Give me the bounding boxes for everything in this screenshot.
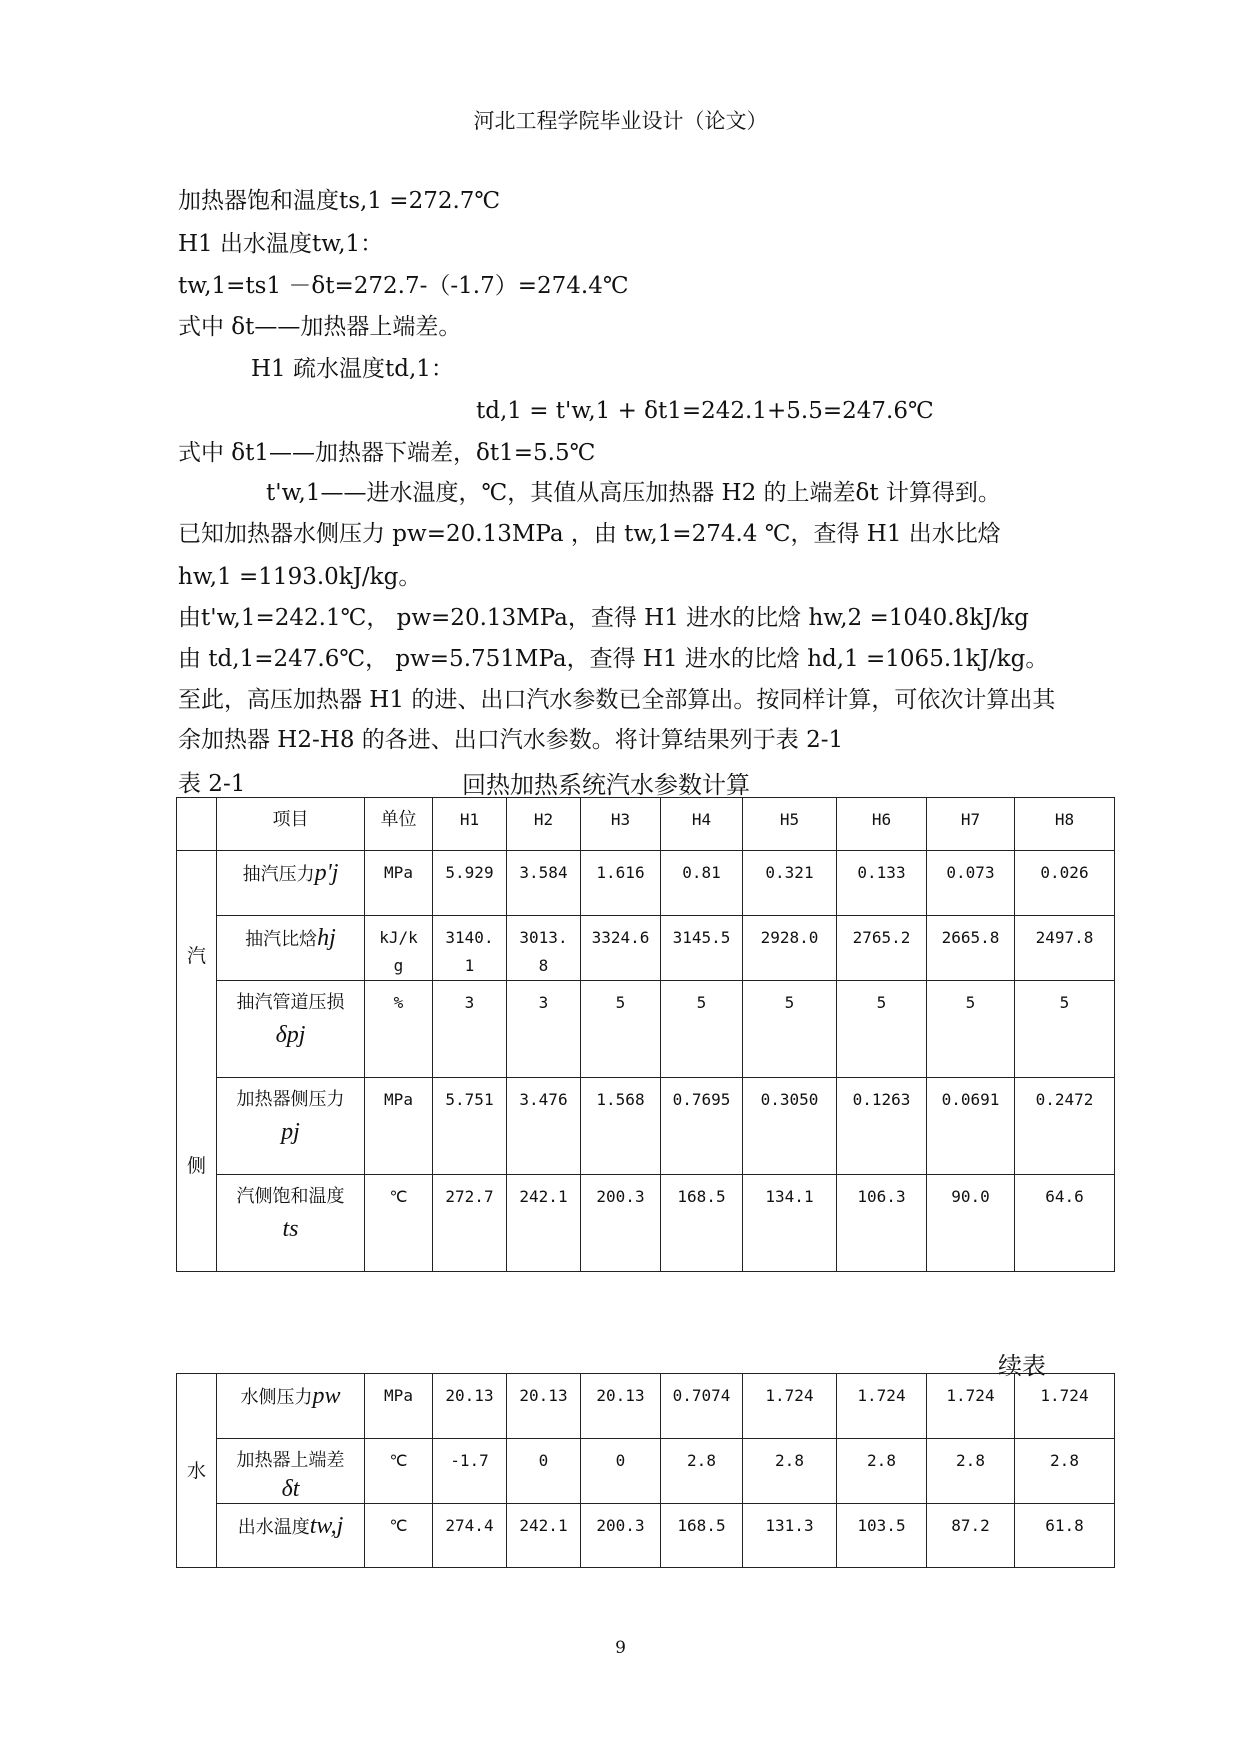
table-row (177, 1078, 1115, 1175)
value-cell: 20.13 (433, 1374, 507, 1439)
value-cell: 0.7074 (661, 1374, 743, 1439)
header-h3: H3 (581, 798, 661, 851)
value-cell: 87.2 (927, 1504, 1015, 1568)
row-symbol: tw,j (309, 1513, 344, 1539)
header-blank-cell (177, 798, 217, 851)
text-line-10: hw,1 =1193.0kJ/kg。 (178, 564, 422, 590)
table-row (177, 851, 1115, 916)
unit-cell: ℃ (365, 1439, 433, 1504)
text-line-5: H1 疏水温度td,1： (251, 356, 454, 382)
row-symbol: ts (282, 1216, 299, 1242)
value-cell: 274.4 (433, 1504, 507, 1568)
unit-cell: MPa (365, 851, 433, 916)
unit-cell: ℃ (365, 1175, 433, 1272)
value-cell: 106.3 (837, 1175, 927, 1272)
value-cell: 5.929 (433, 851, 507, 916)
steam-side-group-label (177, 851, 217, 1272)
water-side-group-label: 水 (177, 1374, 217, 1568)
header-h7: H7 (927, 798, 1015, 851)
value-cell: 5 (581, 981, 661, 1078)
header-h8: H8 (1015, 798, 1115, 851)
unit-cell: % (365, 981, 433, 1078)
value-cell: 5 (1015, 981, 1115, 1078)
value-cell: 1.616 (581, 851, 661, 916)
value-cell: 168.5 (661, 1504, 743, 1568)
row-label: 抽汽比焓hj (217, 916, 365, 981)
header-h2: H2 (507, 798, 581, 851)
value-cell: 168.5 (661, 1175, 743, 1272)
water-side-table (176, 1373, 1115, 1568)
page-header: 河北工程学院毕业设计（论文） (473, 109, 768, 133)
row-label: 加热器侧压力 pj (217, 1078, 365, 1175)
value-cell: 3.584 (507, 851, 581, 916)
text-line-13: 至此，高压加热器 H1 的进、出口汽水参数已全部算出。按同样计算，可依次计算出其 (178, 687, 1056, 713)
value-cell: 200.3 (581, 1504, 661, 1568)
value-cell: 0.81 (661, 851, 743, 916)
value-cell: 2.8 (1015, 1439, 1115, 1504)
unit-cell: ℃ (365, 1504, 433, 1568)
value-cell: 3145.5 (661, 916, 743, 981)
page-number: 9 (615, 1638, 626, 1658)
value-cell: 5 (743, 981, 837, 1078)
table-row (177, 1374, 1115, 1439)
group-char-1: 汽 (186, 945, 206, 967)
value-cell: 0.1263 (837, 1078, 927, 1175)
table-title: 回热加热系统汽水参数计算 (462, 771, 750, 799)
row-label: 加热器上端差 δt (217, 1439, 365, 1504)
value-cell: 2765.2 (837, 916, 927, 981)
table-number: 表 2-1 (178, 771, 246, 797)
value-cell: 103.5 (837, 1504, 927, 1568)
value-cell: 0.7695 (661, 1078, 743, 1175)
row-symbol: δt (281, 1476, 300, 1502)
value-cell: 200.3 (581, 1175, 661, 1272)
value-cell: 0.026 (1015, 851, 1115, 916)
value-cell: 90.0 (927, 1175, 1015, 1272)
text-line-12: 由 td,1=247.6℃， pw=5.751MPa，查得 H1 进水的比焓 hd,1 =1065.1kJ/kg。 (178, 646, 1049, 672)
value-cell: 131.3 (743, 1504, 837, 1568)
row-symbol: p'j (314, 860, 339, 886)
value-cell: 20.13 (507, 1374, 581, 1439)
table-row (177, 1439, 1115, 1504)
value-cell: 3324.6 (581, 916, 661, 981)
value-cell: 0.321 (743, 851, 837, 916)
text-line-4: 式中 δt——加热器上端差。 (178, 314, 462, 340)
text-line-9: 已知加热器水侧压力 pw=20.13MPa ，由 tw,1=274.4 ℃，查得 H1 出水比焓 (178, 521, 1001, 547)
value-cell: 3.476 (507, 1078, 581, 1175)
value-cell: 2.8 (743, 1439, 837, 1504)
value-cell: 0.073 (927, 851, 1015, 916)
value-cell: 5.751 (433, 1078, 507, 1175)
value-cell: 1.568 (581, 1078, 661, 1175)
text-line-1: 加热器饱和温度ts,1 =272.7℃ (178, 188, 501, 214)
header-h6: H6 (837, 798, 927, 851)
value-cell: 0.2472 (1015, 1078, 1115, 1175)
value-cell: 5 (837, 981, 927, 1078)
text-line-14: 余加热器 H2-H8 的各进、出口汽水参数。将计算结果列于表 2-1 (178, 727, 844, 753)
row-label: 汽侧饱和温度 ts (217, 1175, 365, 1272)
header-h4: H4 (661, 798, 743, 851)
value-cell: 0.0691 (927, 1078, 1015, 1175)
value-cell: 2928.0 (743, 916, 837, 981)
value-cell: 2.8 (837, 1439, 927, 1504)
value-cell: 3013. 8 (507, 916, 581, 981)
unit-cell: MPa (365, 1078, 433, 1175)
value-cell: 3 (433, 981, 507, 1078)
header-h1: H1 (433, 798, 507, 851)
text-line-2: H1 出水温度tw,1： (178, 231, 384, 257)
value-cell: 64.6 (1015, 1175, 1115, 1272)
header-h5: H5 (743, 798, 837, 851)
row-symbol: hj (317, 925, 336, 951)
row-label: 出水温度tw,j (217, 1504, 365, 1568)
value-cell: 1.724 (837, 1374, 927, 1439)
unit-cell: MPa (365, 1374, 433, 1439)
table-row (177, 1504, 1115, 1568)
row-symbol: δpj (275, 1022, 306, 1048)
text-line-7: 式中 δt1——加热器下端差，δt1=5.5℃ (178, 440, 596, 466)
value-cell: -1.7 (433, 1439, 507, 1504)
equation-drain-temperature: td,1 = t'w,1 + δt1=242.1+5.5=247.6℃ (476, 398, 934, 424)
group-char-2: 侧 (186, 1155, 206, 1177)
row-label: 抽汽压力p'j (217, 851, 365, 916)
header-unit: 单位 (365, 798, 433, 851)
value-cell: 3 (507, 981, 581, 1078)
value-cell: 5 (927, 981, 1015, 1078)
value-cell: 20.13 (581, 1374, 661, 1439)
value-cell: 3140. 1 (433, 916, 507, 981)
value-cell: 0.3050 (743, 1078, 837, 1175)
value-cell: 2665.8 (927, 916, 1015, 981)
header-item: 项目 (217, 798, 365, 851)
table-row (177, 916, 1115, 981)
value-cell: 0.133 (837, 851, 927, 916)
value-cell: 2497.8 (1015, 916, 1115, 981)
continued-label: 续表 (998, 1352, 1046, 1380)
value-cell: 1.724 (743, 1374, 837, 1439)
value-cell: 2.8 (927, 1439, 1015, 1504)
table-row (177, 981, 1115, 1078)
unit-cell: kJ/k g (365, 916, 433, 981)
steam-side-table (176, 797, 1115, 1272)
value-cell: 242.1 (507, 1175, 581, 1272)
value-cell: 1.724 (927, 1374, 1015, 1439)
value-cell: 272.7 (433, 1175, 507, 1272)
value-cell: 1.724 (1015, 1374, 1115, 1439)
text-line-8: t'w,1——进水温度，℃，其值从高压加热器 H2 的上端差δt 计算得到。 (266, 480, 1001, 506)
value-cell: 61.8 (1015, 1504, 1115, 1568)
value-cell: 242.1 (507, 1504, 581, 1568)
text-line-11: 由t'w,1=242.1℃， pw=20.13MPa，查得 H1 进水的比焓 hw,2 =1040.8kJ/kg (178, 605, 1029, 631)
value-cell: 0 (581, 1439, 661, 1504)
row-symbol: pw (312, 1383, 341, 1409)
row-symbol: pj (281, 1119, 300, 1145)
text-line-3: tw,1=ts1 －δt=272.7-（-1.7）=274.4℃ (178, 273, 629, 299)
table-row (177, 1175, 1115, 1272)
value-cell: 5 (661, 981, 743, 1078)
value-cell: 134.1 (743, 1175, 837, 1272)
value-cell: 2.8 (661, 1439, 743, 1504)
row-label: 水侧压力pw (217, 1374, 365, 1439)
table-header-row (177, 798, 1115, 851)
value-cell: 0 (507, 1439, 581, 1504)
row-label: 抽汽管道压损 δpj (217, 981, 365, 1078)
